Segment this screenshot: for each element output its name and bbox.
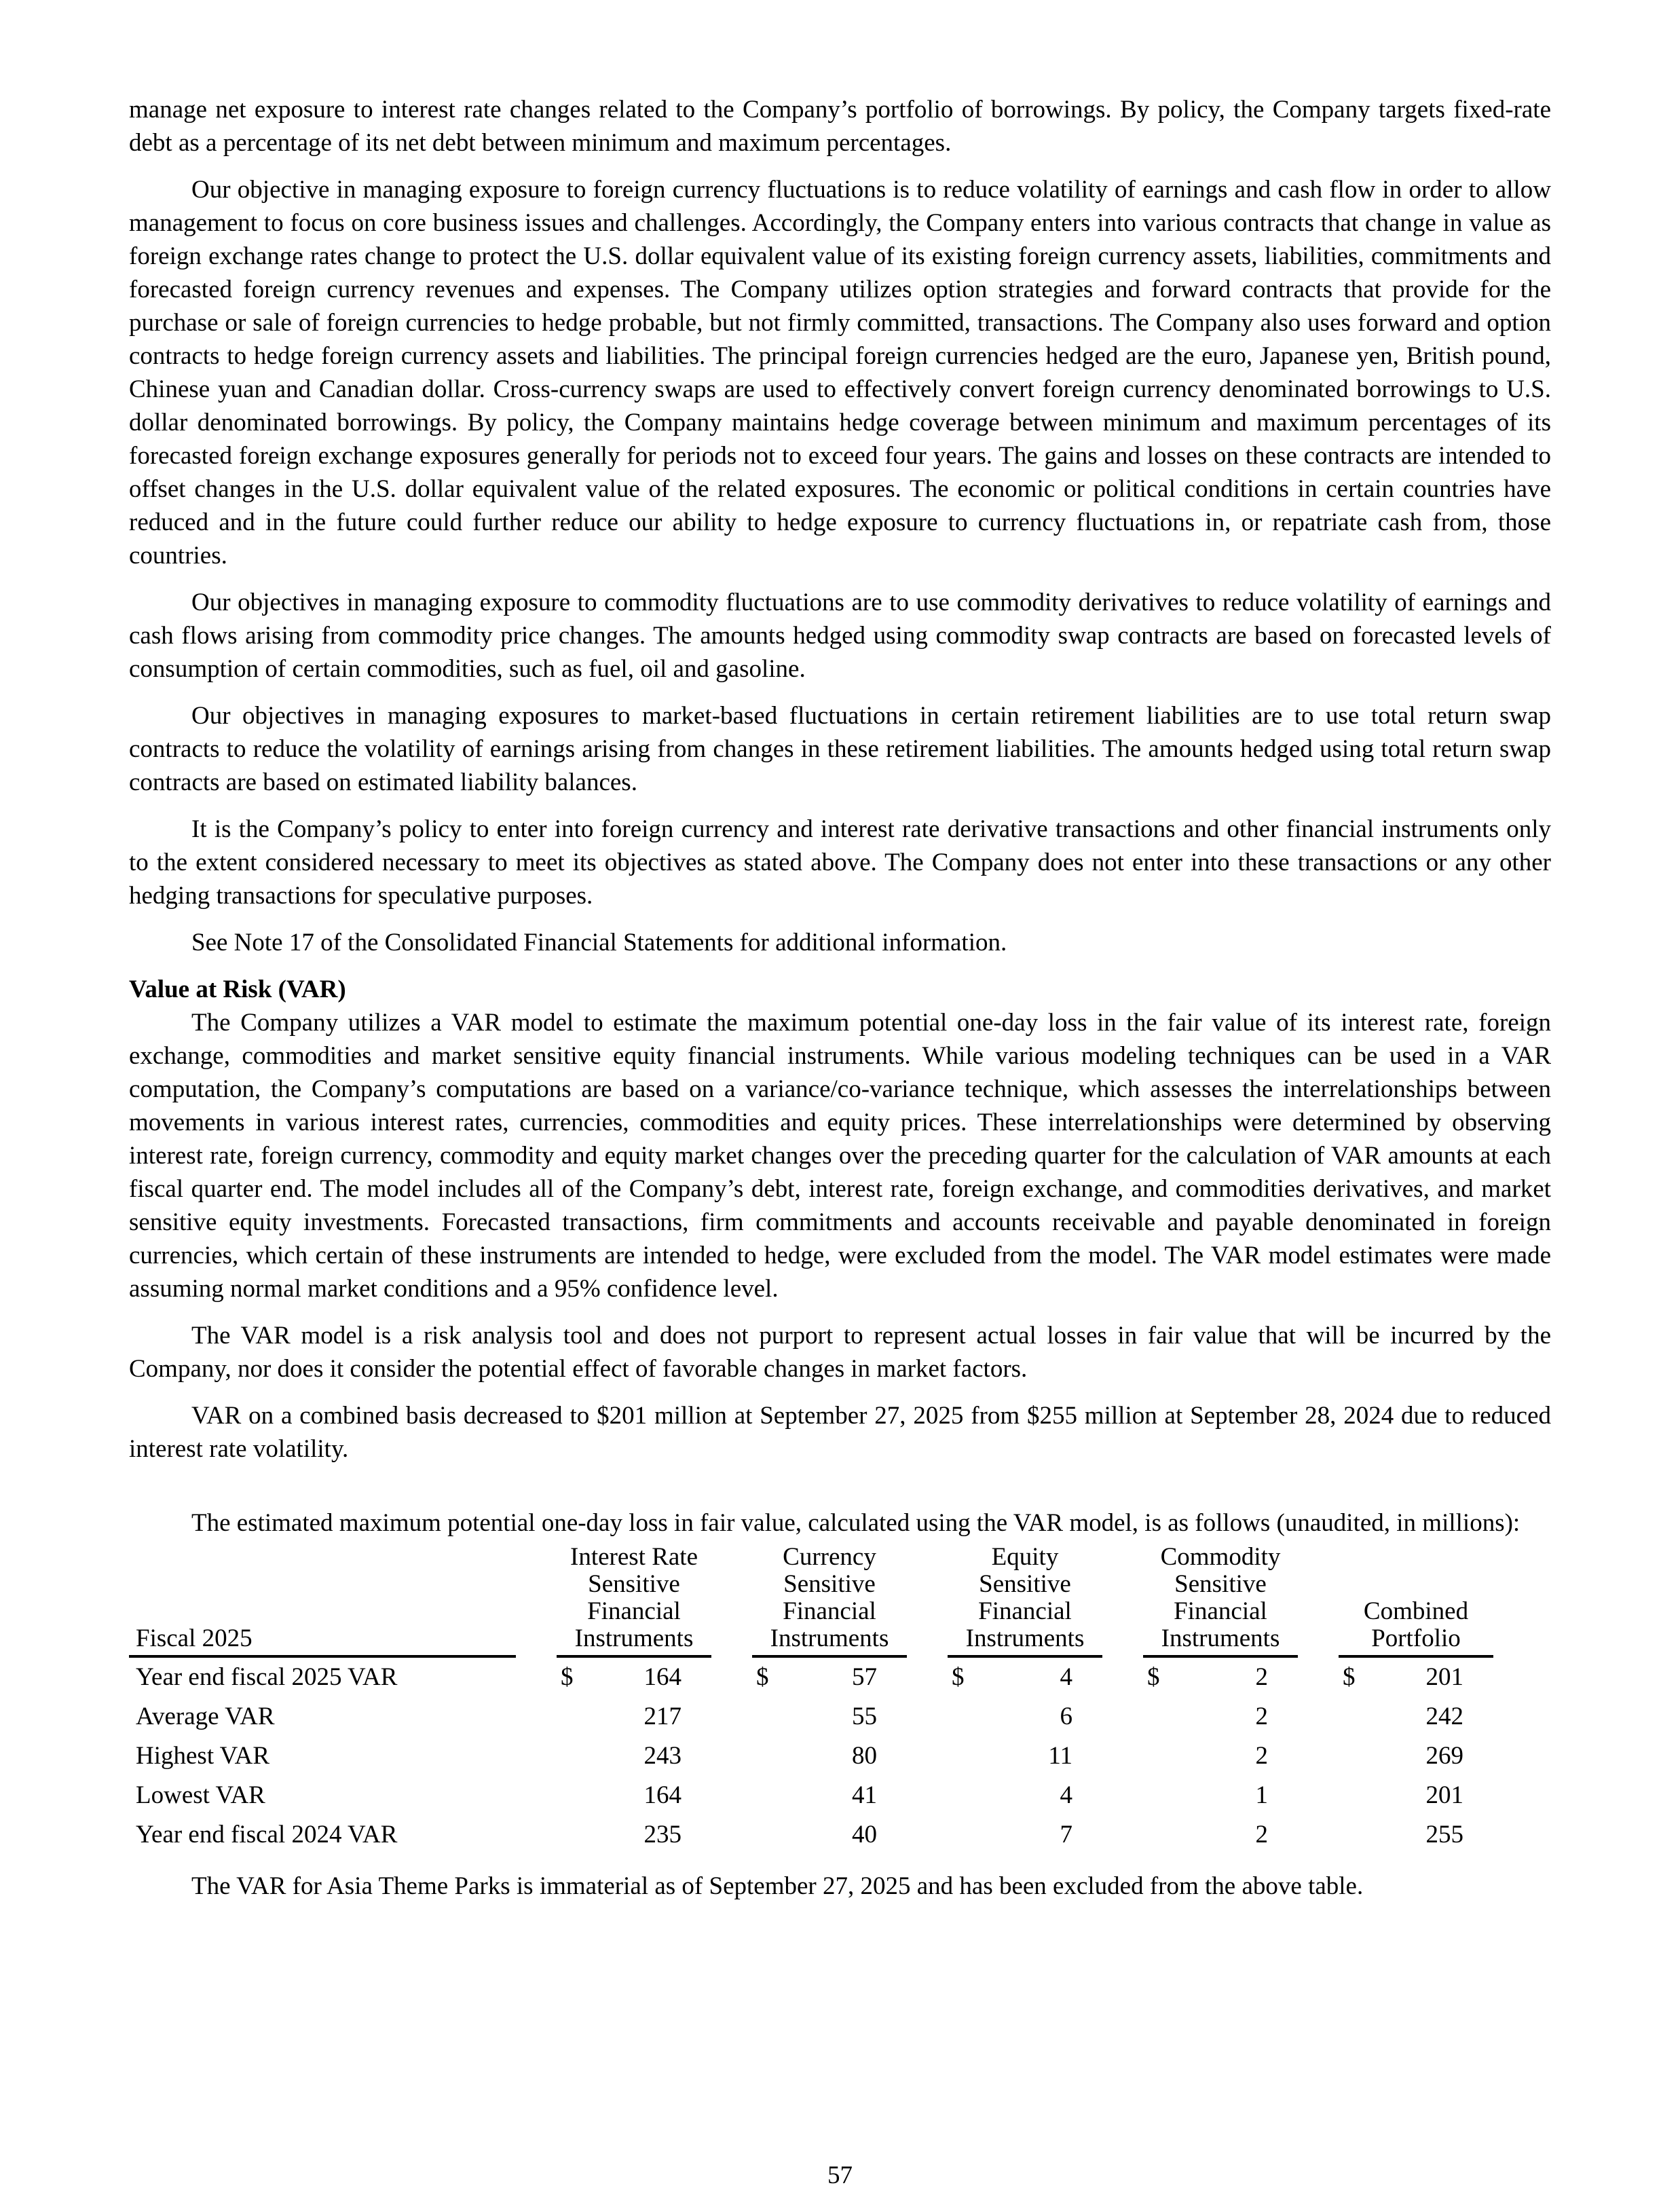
header-line: Sensitive — [979, 1570, 1071, 1598]
section-heading-var: Value at Risk (VAR) — [129, 976, 346, 1003]
value: 1 — [1255, 1781, 1268, 1809]
value: 243 — [643, 1742, 682, 1770]
paragraph-commodity: Our objectives in managing exposure to commodity fluctuations are to use commodity derivatives to reduce volatility of earnings and cash flows arising from commodity price changes. The amounts hedged using commodity swap contracts are based on forecasted levels of consumption of certain commodities, such as fuel, oil and gasoline. — [129, 589, 1551, 683]
header-line: Financial — [587, 1597, 681, 1625]
var-table-header-row — [129, 1544, 1493, 1656]
value: 40 — [852, 1821, 877, 1849]
header-spacer — [907, 1544, 948, 1656]
page-number: 57 — [827, 2161, 853, 2189]
value: 41 — [852, 1781, 877, 1809]
value: 242 — [1425, 1703, 1463, 1730]
value: 2 — [1255, 1821, 1268, 1849]
value: 269 — [1425, 1742, 1463, 1770]
header-line: Combined — [1363, 1597, 1469, 1625]
header-currency — [752, 1544, 907, 1656]
cell — [752, 1656, 907, 1697]
paragraph-interest-rate-policy: manage net exposure to interest rate changes related to the Company’s portfolio of borrowings. By policy, the Company targets fixed-rate debt as a percentage of its net debt between minimum and maximum percentages. — [129, 96, 1551, 157]
cell — [1143, 1656, 1298, 1697]
header-fiscal-2025: Fiscal 2025 — [129, 1544, 516, 1656]
table-row — [129, 1656, 1493, 1697]
value: 217 — [643, 1703, 682, 1730]
currency-symbol: $ — [1343, 1663, 1356, 1691]
header-spacer — [711, 1544, 752, 1656]
currency-symbol: $ — [561, 1663, 574, 1691]
header-spacer — [1102, 1544, 1143, 1656]
value: 7 — [1060, 1821, 1072, 1849]
table-row — [129, 1697, 1493, 1736]
header-interest-rate — [557, 1544, 711, 1656]
value: 2 — [1255, 1663, 1268, 1691]
value: 6 — [1060, 1703, 1072, 1730]
paragraph-var-model: The Company utilizes a VAR model to estimate the maximum potential one-day loss in the fair value of its interest rate, foreign exchange, commodities and market sensitive equity financial instruments. While various modeling techniques can be used in a VAR computation, the Company’s computations are based on a variance/co-variance technique, which assesses the interrelationships between movements in various interest rates, currencies, commodities and equity prices. These interrelationships were determined by observing interest rate, foreign currency, commodity and equity market changes over the preceding quarter for the calculation of VAR amounts at each fiscal quarter end. The model includes all of the Company’s debt, interest rate, foreign exchange, and commodities derivatives, and market sensitive equity investments. Forecasted transactions, firm commitments and accounts receivable and payable denominated in foreign currencies, which certain of these instruments are intended to hedge, were excluded from the model. The VAR model estimates were made assuming normal market conditions and a 95% confidence level. — [129, 1009, 1551, 1303]
value: 57 — [852, 1663, 877, 1691]
header-line: Currency — [783, 1543, 876, 1571]
footnote-asia-theme-parks: The VAR for Asia Theme Parks is immaterial as of September 27, 2025 and has been excluded from the above table. — [191, 1872, 1364, 1900]
value: 4 — [1060, 1781, 1072, 1809]
spacer — [129, 1479, 1551, 1506]
value: 4 — [1060, 1663, 1072, 1691]
cell — [557, 1656, 711, 1697]
header-combined — [1339, 1544, 1493, 1656]
paragraph-note-reference: See Note 17 of the Consolidated Financial Statements for additional information. — [191, 929, 1007, 956]
value: 2 — [1255, 1742, 1268, 1770]
paragraph-var-table-intro: The estimated maximum potential one-day loss in fair value, calculated using the VAR model, is as follows (unaudited, in millions): — [191, 1509, 1520, 1537]
header-spacer — [516, 1544, 557, 1656]
value: 55 — [852, 1703, 877, 1730]
header-line: Instruments — [770, 1624, 889, 1652]
table-row — [129, 1736, 1493, 1776]
currency-symbol: $ — [1147, 1663, 1160, 1691]
header-line: Sensitive — [1174, 1570, 1267, 1598]
header-line: Financial — [978, 1597, 1072, 1625]
row-label: Average VAR — [136, 1703, 275, 1730]
currency-symbol: $ — [952, 1663, 965, 1691]
header-line: Financial — [783, 1597, 876, 1625]
header-line: Instruments — [965, 1624, 1085, 1652]
value: 235 — [643, 1821, 682, 1849]
header-line: Interest Rate — [570, 1543, 698, 1571]
cell — [948, 1656, 1102, 1697]
header-line: Instruments — [1161, 1624, 1280, 1652]
header-equity — [948, 1544, 1102, 1656]
table-row — [129, 1776, 1493, 1815]
header-line: Instruments — [574, 1624, 694, 1652]
document-page — [129, 93, 1551, 1916]
value: 164 — [643, 1781, 682, 1809]
value: 2 — [1255, 1703, 1268, 1730]
header-line: Equity — [991, 1543, 1059, 1571]
header-line: Sensitive — [783, 1570, 876, 1598]
value: 201 — [1425, 1781, 1463, 1809]
row-label: Year end fiscal 2024 VAR — [136, 1821, 398, 1849]
header-line: Financial — [1174, 1597, 1267, 1625]
currency-symbol: $ — [756, 1663, 769, 1691]
paragraph-retirement-liabilities: Our objectives in managing exposures to market-based fluctuations in certain retirement liabilities are to use total return swap contracts to reduce the volatility of earnings arising from changes in these retirement liabilities. The amounts hedged using total return swap contracts are based on estimated liability balances. — [129, 702, 1551, 796]
paragraph-var-combined: VAR on a combined basis decreased to $201 million at September 27, 2025 from $255 million at September 28, 2024 due to reduced interest rate volatility. — [129, 1402, 1551, 1463]
value: 11 — [1048, 1742, 1072, 1770]
header-line: Commodity — [1160, 1543, 1281, 1571]
value: 201 — [1425, 1663, 1463, 1691]
paragraph-foreign-currency: Our objective in managing exposure to foreign currency fluctuations is to reduce volatility of earnings and cash flow in order to allow management to focus on core business issues and challenges. Accordingly, the Company enters into various contracts that change in value as foreign exchange rates change to protect the U.S. dollar equivalent value of its existing foreign currency assets, liabilities, commitments and forecasted foreign currency revenues and expenses. The Company utilizes option strategies and forward contracts that provide for the purchase or sale of foreign currencies to hedge probable, but not firmly committed, transactions. The Company also uses forward and option contracts to hedge foreign currency assets and liabilities. The principal foreign currencies hedged are the euro, Japanese yen, British pound, Chinese yuan and Canadian dollar. Cross-currency swaps are used to effectively convert foreign currency denominated borrowings to U.S. dollar denominated borrowings. By policy, the Company maintains hedge coverage between minimum and maximum percentages of its forecasted foreign exchange exposures generally for periods not to exceed four years. The gains and losses on these contracts are intended to offset changes in the U.S. dollar equivalent value of the related exposures. The economic or political conditions in certain countries have reduced and in the future could further reduce our ability to hedge exposure to currency fluctuations in, or repatriate cash from, those countries. — [129, 176, 1551, 570]
value: 255 — [1425, 1821, 1463, 1849]
header-line: Portfolio — [1371, 1624, 1461, 1652]
row-label: Year end fiscal 2025 VAR — [136, 1663, 398, 1691]
header-commodity — [1143, 1544, 1298, 1656]
paragraph-var-limitations: The VAR model is a risk analysis tool and does not purport to represent actual losses in fair value that will be incurred by the Company, nor does it consider the potential effect of favorable changes in market factors. — [129, 1322, 1551, 1383]
row-label: Lowest VAR — [136, 1781, 265, 1809]
paragraph-policy: It is the Company’s policy to enter into foreign currency and interest rate derivative transactions and other financial instruments only to the extent considered necessary to meet its objectives as stated above. The Company does not enter into these transactions or any other hedging transactions for speculative purposes. — [129, 815, 1551, 910]
header-line: Sensitive — [588, 1570, 680, 1598]
cell — [1339, 1656, 1493, 1697]
table-row — [129, 1815, 1493, 1855]
header-spacer — [1298, 1544, 1339, 1656]
row-label: Highest VAR — [136, 1742, 270, 1770]
value: 164 — [643, 1663, 682, 1691]
var-table — [129, 1544, 1493, 1855]
value: 80 — [852, 1742, 877, 1770]
